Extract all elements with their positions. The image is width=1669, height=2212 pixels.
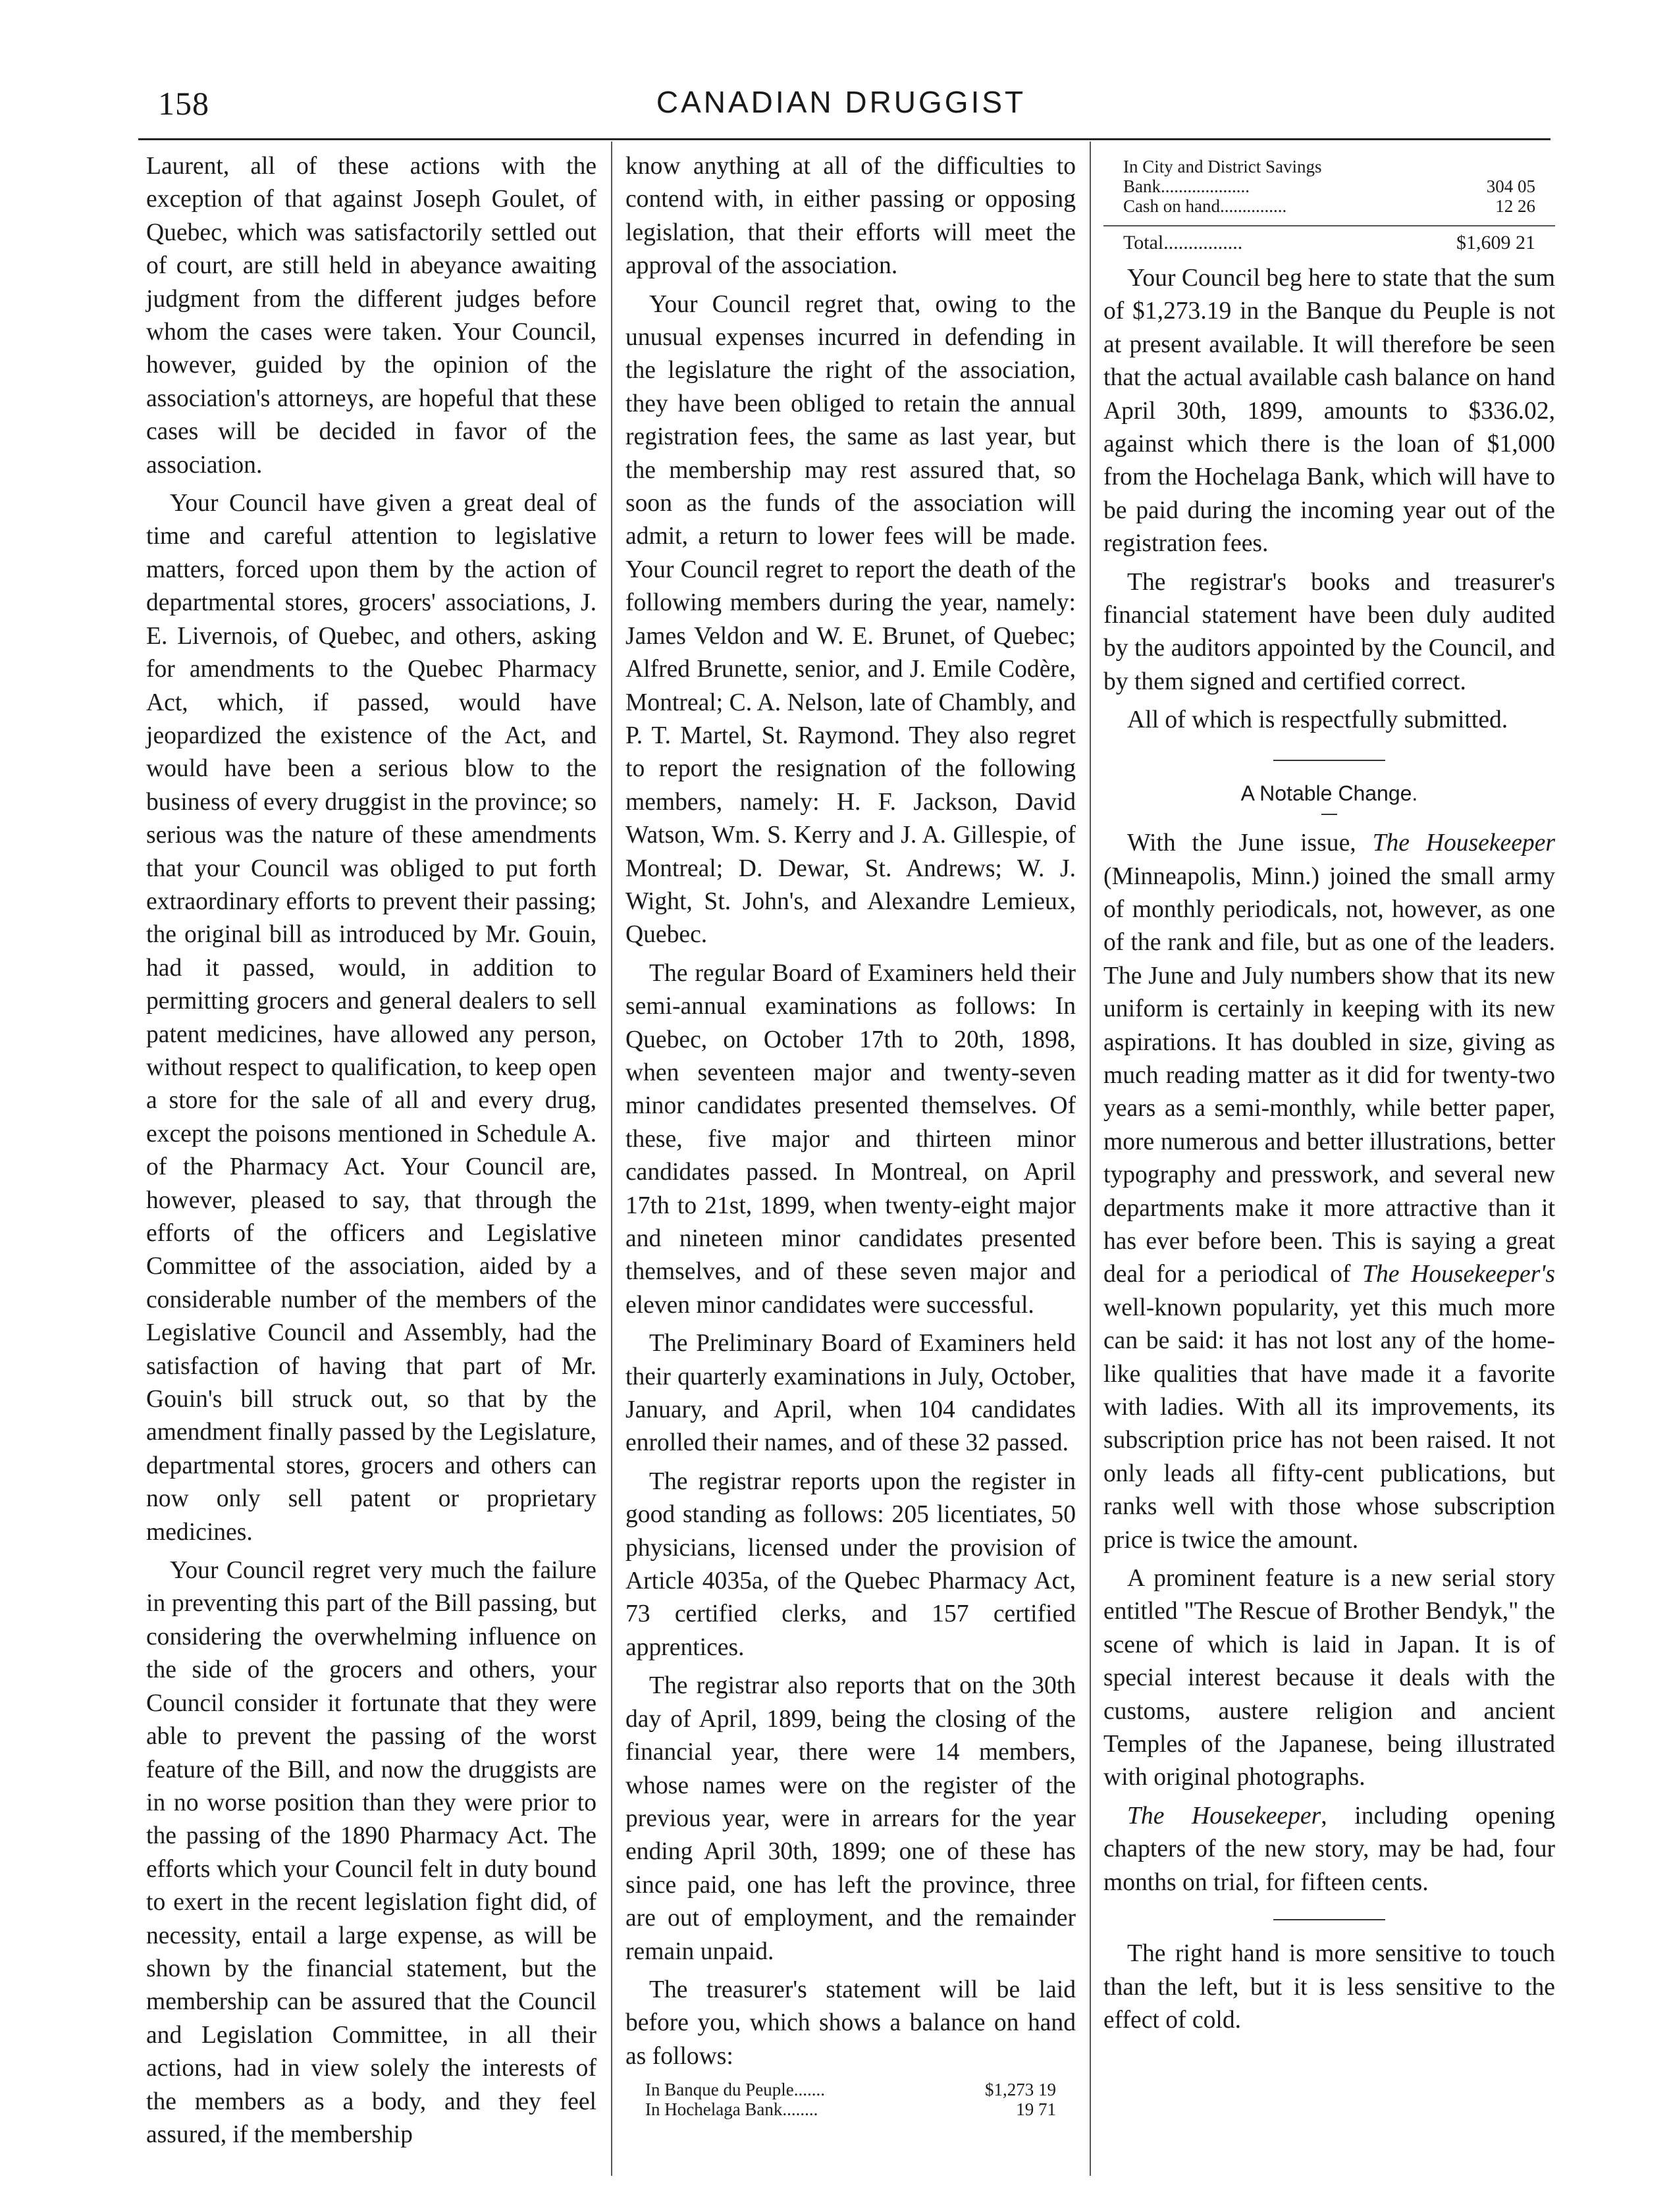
title-dash [1321,814,1337,815]
paragraph: Your Council regret that, owing to the unusual expenses incurred in defending in the legislature the right of the association, they have been obliged to retain the annual registration fees, the same as last year, but the membership may rest assured that, so soon as the funds of the association will admit, a return to lower fees will be made. Your Council regret to report the death of the following members during the year, namely: James Veldon and W. E. Brunet, of Quebec; Alfred Brunette, senior, and J. Emile Codère, Montreal; C. A. Nelson, late of Chambly, and P. T. Martel, St. Raymond. They also regret to report the resignation of the following members, namely: H. F. Jackson, David Watson, Wm. S. Kerry and J. A. Gillespie, of Montreal; D. Dewar, St. Andrews; W. J. Wight, St. John's, and Alexandre Lemieux, Quebec. [625,290,1076,949]
paragraph: The regular Board of Examiners held their semi-annual examinations as follows: In Quebec, on October 17th to 20th, 1898, when seventeen major and twenty-seven minor candidates presented themselves. Of these, five major and thirteen minor candidates passed. In Montreal, on April 17th to 21st, 1899, when twenty-eight major and nineteen minor candidates presented themselves, and of these seven major and eleven minor candidates were successful. [625,959,1076,1319]
ledger-total-label: Total................ [1123,232,1243,253]
paragraph [1103,1800,1555,1899]
ledger-label: In City and District Savings [1123,157,1322,176]
ledger-amount: 12 26 [1495,196,1535,216]
ledger-row [625,2080,1076,2099]
paragraph: The registrar reports upon the register in good standing as follows: 205 licentiates, 50 physicians, licensed under the provision of Article 4035a, of the Quebec Pharmacy Act, 73 certified clerks, and 157 certified apprentices. [625,1467,1076,1661]
paragraph: Your Council have given a great deal of time and careful attention to legislative matters, forced upon them by the action of departmental stores, grocers' associations, J. E. Livernois, of Quebec, and others, asking for amendments to the Quebec Pharmacy Act, which, if passed, would have jeopardized the existence of the Act, and would have been a serious blow to the business of every druggist in the province; so serious was the nature of these amendments that your Council was obliged to put forth extraordinary efforts to prevent their passing; the original bill as introduced by Mr. Gouin, had it passed, would, in addition to permitting grocers and general dealers to sell patent medicines, have allowed any person, without respect to qualification, to keep open a store for the sale of all and every drug, except the poisons mentioned in Schedule A. of the Pharmacy Act. Your Council are, however, pleased to say, that through the efforts of the officers and Legislative Committee of the association, aided by a considerable number of the members of the Legislative Council and Assembly, had the satisfaction of having that part of Mr. Gouin's bill struck out, so that by the amendment finally passed by the Legislature, departmental stores, grocers and others can now only sell patent or proprietary medicines. [146,490,596,1546]
periodical-title: The Housekeeper [1372,830,1555,857]
paragraph: Your Council regret very much the failure in preventing this part of the Bill passing, but considering the overwhelming influence on the side of the grocers and others, your Council consider it fortunate that they were able to prevent the passing of the worst feature of the Bill, and now the druggists are in no worse position than they were prior to the passing of the 1890 Pharmacy Act. The efforts which your Council felt in duty bound to exert in the recent legislation fight did, of necessity, entail a large expense, as will be shown by the financial statement, but the membership can be assured that the Council and Legislation Committee, in all their actions, had in view solely the interests of the members as a body, and they feel assured, if the membership [146,1557,596,2148]
paragraph: The right hand is more sensitive to touch than the left, but it is less sensitive to the effect of cold. [1103,1940,1555,2034]
column-1 [146,150,596,2151]
balance-ledger [625,2080,1076,2119]
ledger-total-amount: $1,609 21 [1456,232,1535,253]
paragraph: All of which is respectfully submitted. [1127,706,1508,734]
section-title: A Notable Change. [1240,781,1418,805]
text-run: With the June issue, [1127,830,1373,857]
running-title: CANADIAN DRUGGIST [656,85,1026,119]
paragraph: A prominent feature is a new serial story entitled "The Rescue of Brother Bendyk," the scene of which is laid in Japan. It is of special interest because it deals with the customs, austere religion and ancient Temples of the Japanese, being illustrated with original photographs. [1103,1565,1555,1791]
ledger-amount: $1,273 19 [985,2080,1056,2100]
column-2 [625,150,1076,2119]
text-run: well-known popularity, yet this much more can be said: it has not lost any of the home-like qualities that have made it a favorite with ladies. With all its improvements, its subscription price has not been raised. It not only leads all fifty-cent publications, but ranks well with those whose subscription price is twice the amount. [1103,1294,1555,1554]
paragraph: The Preliminary Board of Examiners held their quarterly examinations in July, October, January, and April, when 104 candidates enrolled their names, and of these 32 passed. [625,1330,1076,1457]
ledger-row [1103,176,1555,196]
ledger-label: Cash on hand............... [1123,196,1287,216]
periodical-title: The Housekeeper [1127,1802,1321,1830]
paragraph: Your Council beg here to state that the sum of $1,273.19 in the Banque du Peuple is not at present available. It will therefore be seen that the actual available cash balance on hand April 30th, 1899, amounts to $336.02, against which there is the loan of $1,000 from the Hochelaga Bank, which will have to be paid during the incoming year out of the registration fees. [1103,265,1555,558]
paragraph: know anything at all of the difficulties to contend with, in either passing or opposing legislation, that their efforts will meet the approval of the association. [625,153,1076,280]
column-divider [1090,142,1091,2176]
ledger-label: Bank.................... [1123,176,1250,196]
paragraph: Laurent, all of these actions with the exception of that against Joseph Goulet, of Quebec, which was satisfactorily settled out of court, are still held in abeyance awaiting judgment from the different judges before whom the cases were taken. Your Council, however, guided by the opinion of the association's attorneys, are hopeful that these cases will be decided in favor of the association. [146,153,596,479]
paragraph: The registrar's books and treasurer's financial statement have been duly audited by the auditors appointed by the Council, and by them signed and certified correct. [1103,568,1555,695]
ledger-row [625,2099,1076,2119]
paragraph: The treasurer's statement will be laid before you, which shows a balance on hand as follows: [625,1976,1076,2070]
page-number: 158 [158,85,209,122]
ledger-amount: 304 05 [1486,176,1535,196]
paragraph [1103,827,1555,1557]
section-divider [1273,1919,1385,1920]
text-run: (Minneapolis, Minn.) joined the small army of monthly periodicals, not, however, as one of the rank and file, but as one of the leaders. The June and July numbers show that its new uniform is certainly in keeping with its new aspirations. It has doubled in size, giving as much reading matter as it did for twenty-two years as a semi-monthly, while better paper, more numerous and better illustrations, better typography and presswork, and several new departments make it more attractive than it has ever before been. This is saying a great deal for a periodical of [1103,862,1555,1288]
page-header [132,84,1550,137]
ledger-label: In Hochelaga Bank........ [645,2099,818,2120]
paragraph: The registrar also reports that on the 30th day of April, 1899, being the closing of the financial year, there were 14 members, whose names were on the register of the previous year, were in arrears for the year ending April 30th, 1899; one of these has since paid, one has left the province, three are out of employment, and the remainder remain unpaid. [625,1672,1076,1965]
header-rule [138,138,1550,140]
ledger-row [1103,196,1555,216]
ledger-total-row [1103,225,1555,253]
column-3 [1103,150,1555,2037]
balance-ledger-continued [1103,157,1555,253]
ledger-label: In Banque du Peuple....... [645,2080,825,2100]
ledger-amount: 19 71 [1016,2099,1056,2120]
text-run: , including opening chapters of the new story, may be had, four months on trial, for fifteen cents. [1103,1802,1555,1896]
periodical-title: The Housekeeper's [1362,1261,1555,1288]
column-divider [611,142,612,2176]
section-divider [1273,760,1385,761]
